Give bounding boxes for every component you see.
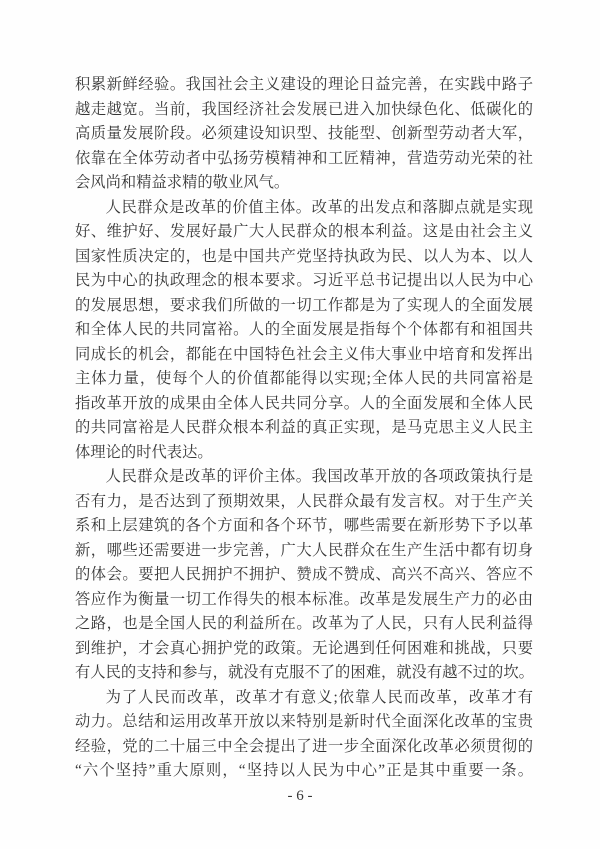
text-line: 同成长的机会，都能在中国特色社会主义伟大事业中培育和发挥出 <box>75 345 533 363</box>
text-line: 指改革开放的成果由全体人民共同分享。人的全面发展和全体人民 <box>75 394 533 412</box>
text-line: 依靠在全体劳动者中弘扬劳模精神和工匠精神，营造劳动光荣的社 <box>75 149 533 167</box>
text-line: 国家性质决定的，也是中国共产党坚持执政为民、以人为本、以人 <box>75 247 533 265</box>
text-line: 经验，党的二十届三中全会提出了进一步全面深化改革必须贯彻的 <box>75 737 533 755</box>
text-line: 越走越宽。当前，我国经济社会发展已进入加快绿色化、低碳化的 <box>75 100 533 118</box>
text-line: 体理论的时代表达。 <box>75 443 213 461</box>
text-line: 有人民的支持和参与，就没有克服不了的困难，就没有越不过的坎。 <box>75 664 534 681</box>
text-line: 为了人民而改革，改革才有意义;依靠人民而改革，改革才有 <box>105 688 533 706</box>
text-line: 和全体人民的共同富裕。人的全面发展是指每个个体都有和祖国共 <box>75 321 533 338</box>
paragraph <box>75 686 533 784</box>
text-line: 好、维护好、发展好最广大人民群众的根本利益。这是由社会主义 <box>75 223 533 240</box>
text-line: 民为中心的执政理念的根本要求。习近平总书记提出以人民为中心 <box>75 272 533 289</box>
text-line: 会风尚和精益求精的敬业风气。 <box>75 174 290 191</box>
text-line: 系和上层建筑的各个方面和各个环节，哪些需要在新形势下予以革 <box>75 517 533 534</box>
text-line: 高质量发展阶段。必须建设知识型、技能型、创新型劳动者大军， <box>75 125 533 142</box>
paragraph <box>75 196 533 466</box>
text-line: 的发展思想，要求我们所做的一切工作都是为了实现人的全面发展 <box>75 296 533 314</box>
text-line: 积累新鲜经验。我国社会主义建设的理论日益完善，在实践中路子 <box>75 76 533 93</box>
paragraph <box>75 465 533 686</box>
text-line: 的体会。要把人民拥护不拥护、赞成不赞成、高兴不高兴、答应不 <box>75 566 533 583</box>
text-line: 之路，也是全国人民的利益所在。改革为了人民，只有人民利益得 <box>75 615 533 632</box>
text-line: 人民群众是改革的价值主体。改革的出发点和落脚点就是实现 <box>105 198 533 216</box>
text-line: 动力。总结和运用改革开放以来特别是新时代全面深化改革的宝贵 <box>75 713 533 730</box>
paragraph <box>75 73 533 196</box>
text-line: 否有力，是否达到了预期效果，人民群众最有发言权。对于生产关 <box>75 492 533 510</box>
text-line: 的共同富裕是人民群众根本利益的真正实现，是马克思主义人民主 <box>75 419 533 436</box>
text-line: 人民群众是改革的评价主体。我国改革开放的各项政策执行是 <box>105 468 533 485</box>
text-line: “六个坚持”重大原则，“坚持以人民为中心”正是其中重要一条。 <box>75 762 533 779</box>
text-block <box>75 73 533 784</box>
text-line: 到维护，才会真心拥护党的政策。无论遇到任何困难和挑战，只要 <box>75 639 533 657</box>
page-number: - 6 - <box>287 788 313 804</box>
text-line: 主体力量，使每个人的价值都能得以实现;全体人民的共同富裕是 <box>75 370 533 387</box>
text-line: 答应作为衡量一切工作得失的根本标准。改革是发展生产力的必由 <box>75 590 533 608</box>
text-line: 新，哪些还需要进一步完善，广大人民群众在生产生活中都有切身 <box>75 541 533 559</box>
